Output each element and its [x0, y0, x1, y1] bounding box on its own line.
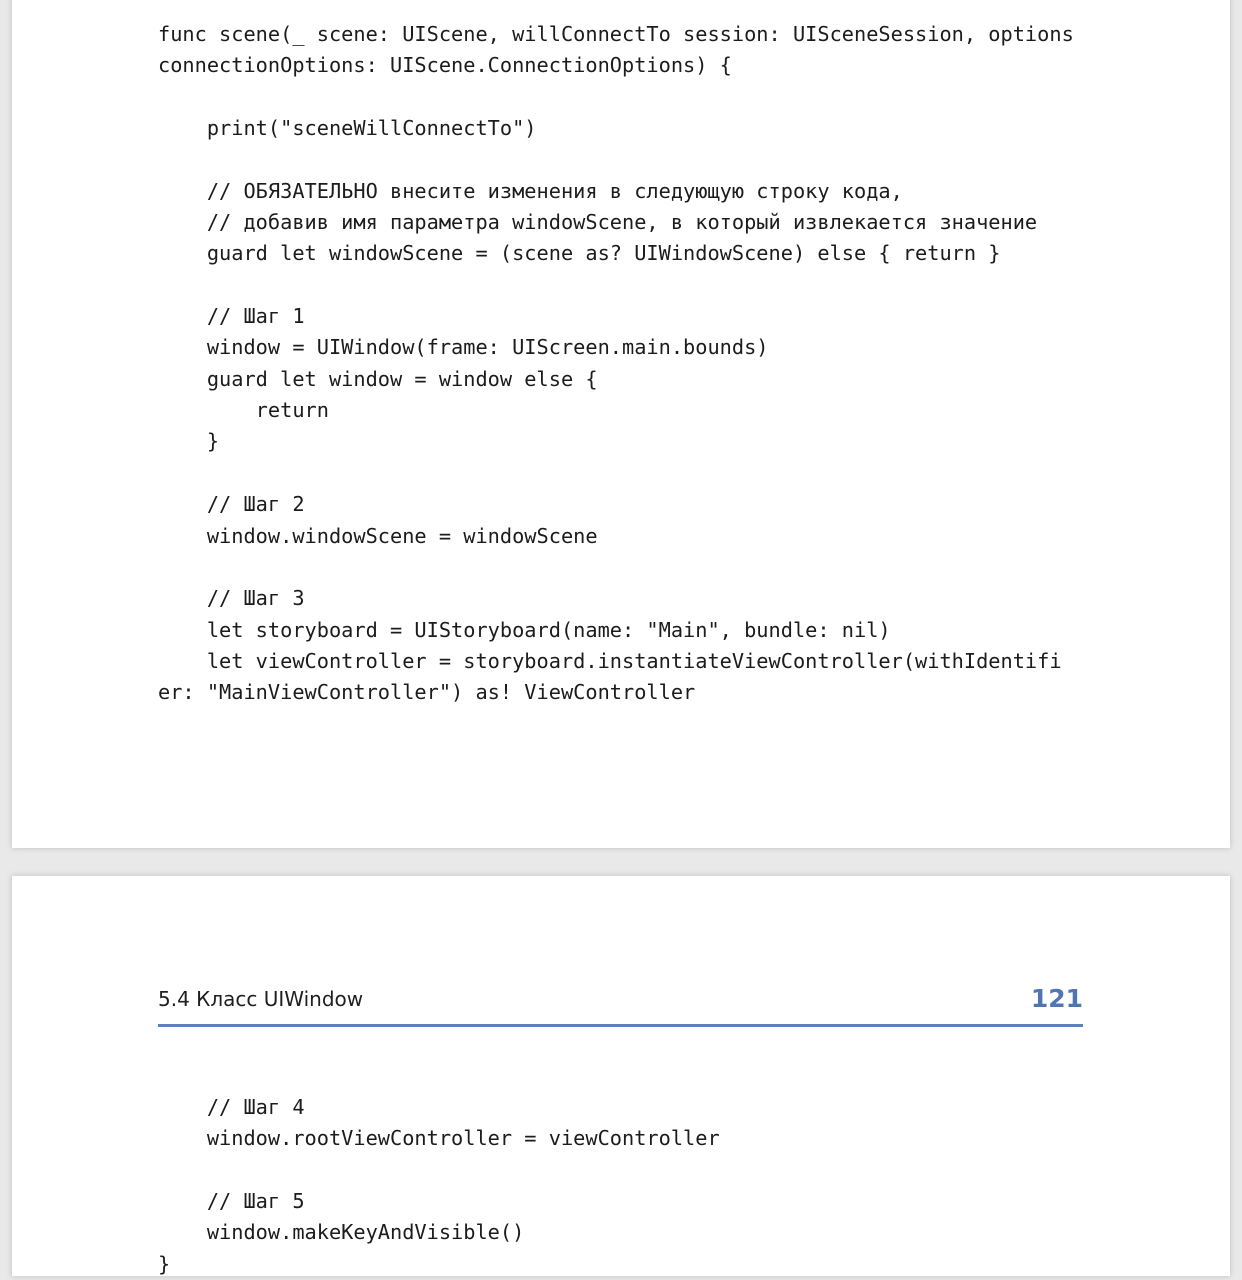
running-header [158, 984, 1083, 1027]
code-line: } [158, 429, 220, 454]
code-line: // Шаг 2 [158, 492, 305, 517]
code-line: func scene(_ scene: UIScene, willConnectTo session: UISceneSession, options [158, 22, 1074, 46]
code-line: window.rootViewController = viewController [158, 1126, 720, 1151]
code-line: guard let window = window else { [158, 366, 598, 391]
code-line [158, 552, 1074, 583]
section-title: 5.4 Класс UIWindow [158, 987, 364, 1011]
code-line: } [158, 1251, 171, 1276]
code-line [158, 1155, 720, 1186]
code-line: let viewController = storyboard.instantiateViewController(withIdentifi [158, 648, 1062, 673]
code-line: window.makeKeyAndVisible() [158, 1220, 525, 1245]
code-listing-continued [158, 1092, 720, 1280]
code-line: // добавив имя параметра windowScene, в который извлекается значение [158, 210, 1038, 235]
code-line: // Шаг 4 [158, 1095, 305, 1119]
code-line [158, 144, 1074, 175]
code-line: er: "MainViewController") as! ViewController [158, 680, 696, 705]
code-line: let storyboard = UIStoryboard(name: "Main", bundle: nil) [158, 617, 891, 642]
code-line [158, 82, 1074, 113]
book-page-bottom [12, 876, 1230, 1276]
code-line: // ОБЯЗАТЕЛЬНО внесите изменения в следующую строку кода, [158, 178, 903, 203]
code-line [158, 458, 1074, 489]
code-line: // Шаг 1 [158, 304, 305, 329]
code-line: connectionOptions: UIScene.ConnectionOptions) { [158, 53, 732, 78]
code-line [158, 270, 1074, 301]
page-number: 121 [1030, 984, 1083, 1013]
code-line: window = UIWindow(frame: UIScreen.main.bounds) [158, 335, 769, 360]
code-line: return [158, 398, 329, 423]
code-line: // Шаг 5 [158, 1189, 305, 1214]
code-line: print("sceneWillConnectTo") [158, 116, 537, 141]
code-line: // Шаг 3 [158, 586, 305, 611]
code-listing [158, 19, 1074, 709]
code-line: window.windowScene = windowScene [158, 523, 598, 548]
book-page-top [12, 0, 1230, 848]
code-line: guard let windowScene = (scene as? UIWindowScene) else { return } [158, 241, 1001, 266]
